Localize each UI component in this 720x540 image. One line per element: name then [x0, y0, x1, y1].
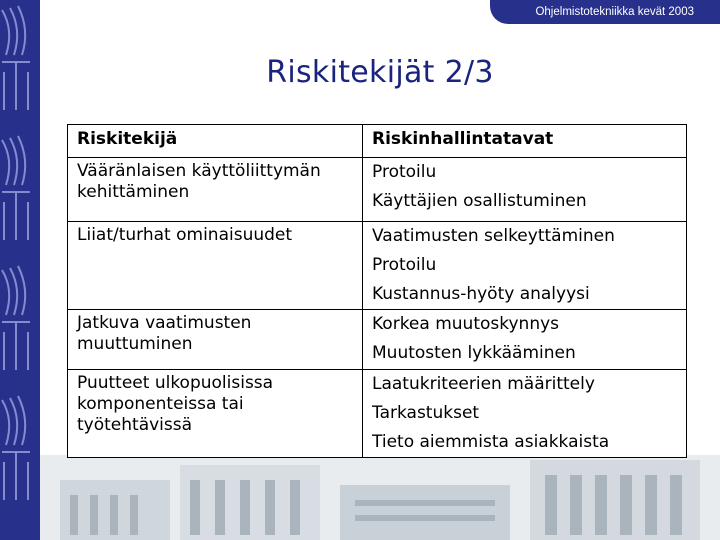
- slide-title: Riskitekijät 2/3: [266, 55, 494, 90]
- mitigation-item: Protoilu: [372, 162, 437, 182]
- building-photo: [40, 455, 720, 540]
- mitigation-item: Protoilu: [372, 255, 437, 275]
- table-row: [68, 310, 687, 370]
- risk-table: [67, 124, 687, 458]
- table-header-row: [68, 125, 687, 158]
- course-header: Ohjelmistotekniikka kevät 2003: [490, 0, 720, 24]
- mitigation-item: Tieto aiemmista asiakkaista: [372, 432, 610, 452]
- mitigation-item: Laatukriteerien määrittely: [372, 374, 595, 394]
- mitigation-item: Korkea muutoskynnys: [372, 314, 560, 334]
- mitigation-cell: [363, 158, 687, 222]
- risk-cell: Liiat/turhat ominaisuudet: [68, 222, 363, 310]
- mitigation-item: Tarkastukset: [372, 403, 480, 423]
- left-brand-band: [0, 0, 40, 540]
- mitigation-item: Muutosten lykkääminen: [372, 343, 576, 363]
- table-row: [68, 370, 687, 458]
- risk-table-container: [67, 124, 687, 458]
- risk-cell: Puutteet ulkopuolisissa komponenteissa tai työtehtävissä: [68, 370, 363, 458]
- university-emblem-icon: [0, 0, 40, 540]
- risk-cell: Vääränlaisen käyttöliittymän kehittäminen: [68, 158, 363, 222]
- column-header-risk: Riskitekijä: [68, 125, 363, 158]
- mitigation-cell: [363, 310, 687, 370]
- column-header-mitigation: Riskinhallintatavat: [363, 125, 687, 158]
- table-row: [68, 222, 687, 310]
- mitigation-cell: [363, 370, 687, 458]
- mitigation-item: Käyttäjien osallistuminen: [372, 191, 587, 211]
- table-row: [68, 158, 687, 222]
- mitigation-item: Kustannus-hyöty analyysi: [372, 284, 590, 304]
- mitigation-item: Vaatimusten selkeyttäminen: [372, 226, 615, 246]
- risk-cell: Jatkuva vaatimusten muuttuminen: [68, 310, 363, 370]
- mitigation-cell: [363, 222, 687, 310]
